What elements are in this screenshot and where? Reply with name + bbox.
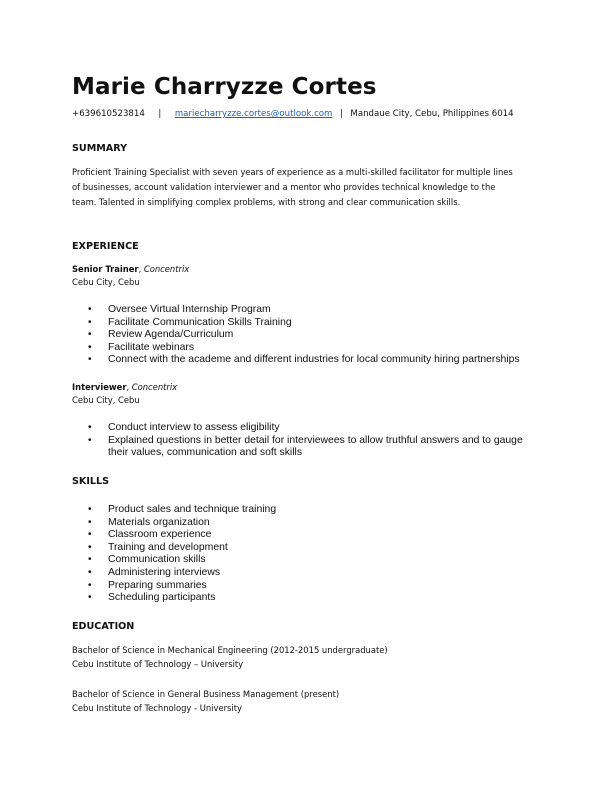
degree: Bachelor of Science in Mechanical Engineering (2012-2015 undergraduate) [72,645,388,655]
education-entry [72,643,388,671]
skills-list [72,504,552,605]
job-role: Senior Trainer [72,264,139,274]
list-item: • Administering interviews [72,567,552,580]
list-item: • Training and development [72,542,552,555]
summary-line: Proficient Training Specialist with seven years of experience as a multi-skilled facilitator for multiple lines [72,167,513,177]
list-item: • Connect with the academe and different industries for local community hiring partnerships [72,354,552,367]
job-role: Interviewer [72,382,127,392]
job-company: Concentrix [131,382,178,392]
list-item: • Communication skills [72,554,552,567]
location: Mandaue City, Cebu, Philippines 6014 [350,109,514,119]
experience-heading: EXPERIENCE [72,241,139,252]
list-item: • Review Agenda/Curriculum [72,329,552,342]
list-item: • Facilitate webinars [72,342,552,355]
job-title: Senior Trainer, Concentrix [72,264,190,274]
skills-heading: SKILLS [72,476,110,487]
degree: Bachelor of Science in General Business Management (present) [72,689,340,699]
summary-heading: SUMMARY [72,143,128,154]
summary-line: of businesses, account validation interviewer and a mentor who provides technical knowledge to the [72,182,496,192]
summary-text [72,165,552,210]
list-item: • Preparing summaries [72,580,552,593]
education-heading: EDUCATION [72,621,135,632]
contact-line [72,108,514,120]
list-item: • Facilitate Communication Skills Training [72,317,552,330]
phone-number: +639610523814 [72,109,145,119]
list-item: • Conduct interview to assess eligibility [72,422,532,435]
job-1-duties [72,304,552,367]
job-2 [72,381,177,407]
job-company: Concentrix [143,264,190,274]
separator: | [339,109,343,119]
list-item: • Product sales and technique training [72,504,552,517]
list-item: • Explained questions in better detail for interviewees to allow truthful answers and to gauge their values, communication and soft skills [72,435,532,460]
job-1 [72,263,189,289]
separator: | [158,109,162,119]
list-item: • Materials organization [72,517,552,530]
job-location: Cebu City, Cebu [72,395,140,405]
list-item: • Classroom experience [72,529,552,542]
candidate-name: Marie Charryzze Cortes [72,74,377,100]
summary-line: team. Talented in simplifying complex problems, with strong and clear communication skills. [72,197,461,207]
education-entry [72,687,339,715]
email-link[interactable]: mariecharryzze.cortes@outlook.com [174,109,333,119]
job-title: Interviewer, Concentrix [72,382,178,392]
school: Cebu Institute of Technology - University [72,703,242,713]
job-2-duties [72,422,532,460]
list-item: • Oversee Virtual Internship Program [72,304,552,317]
list-item: • Scheduling participants [72,592,552,605]
school: Cebu Institute of Technology – University [72,659,244,669]
job-location: Cebu City, Cebu [72,277,140,287]
